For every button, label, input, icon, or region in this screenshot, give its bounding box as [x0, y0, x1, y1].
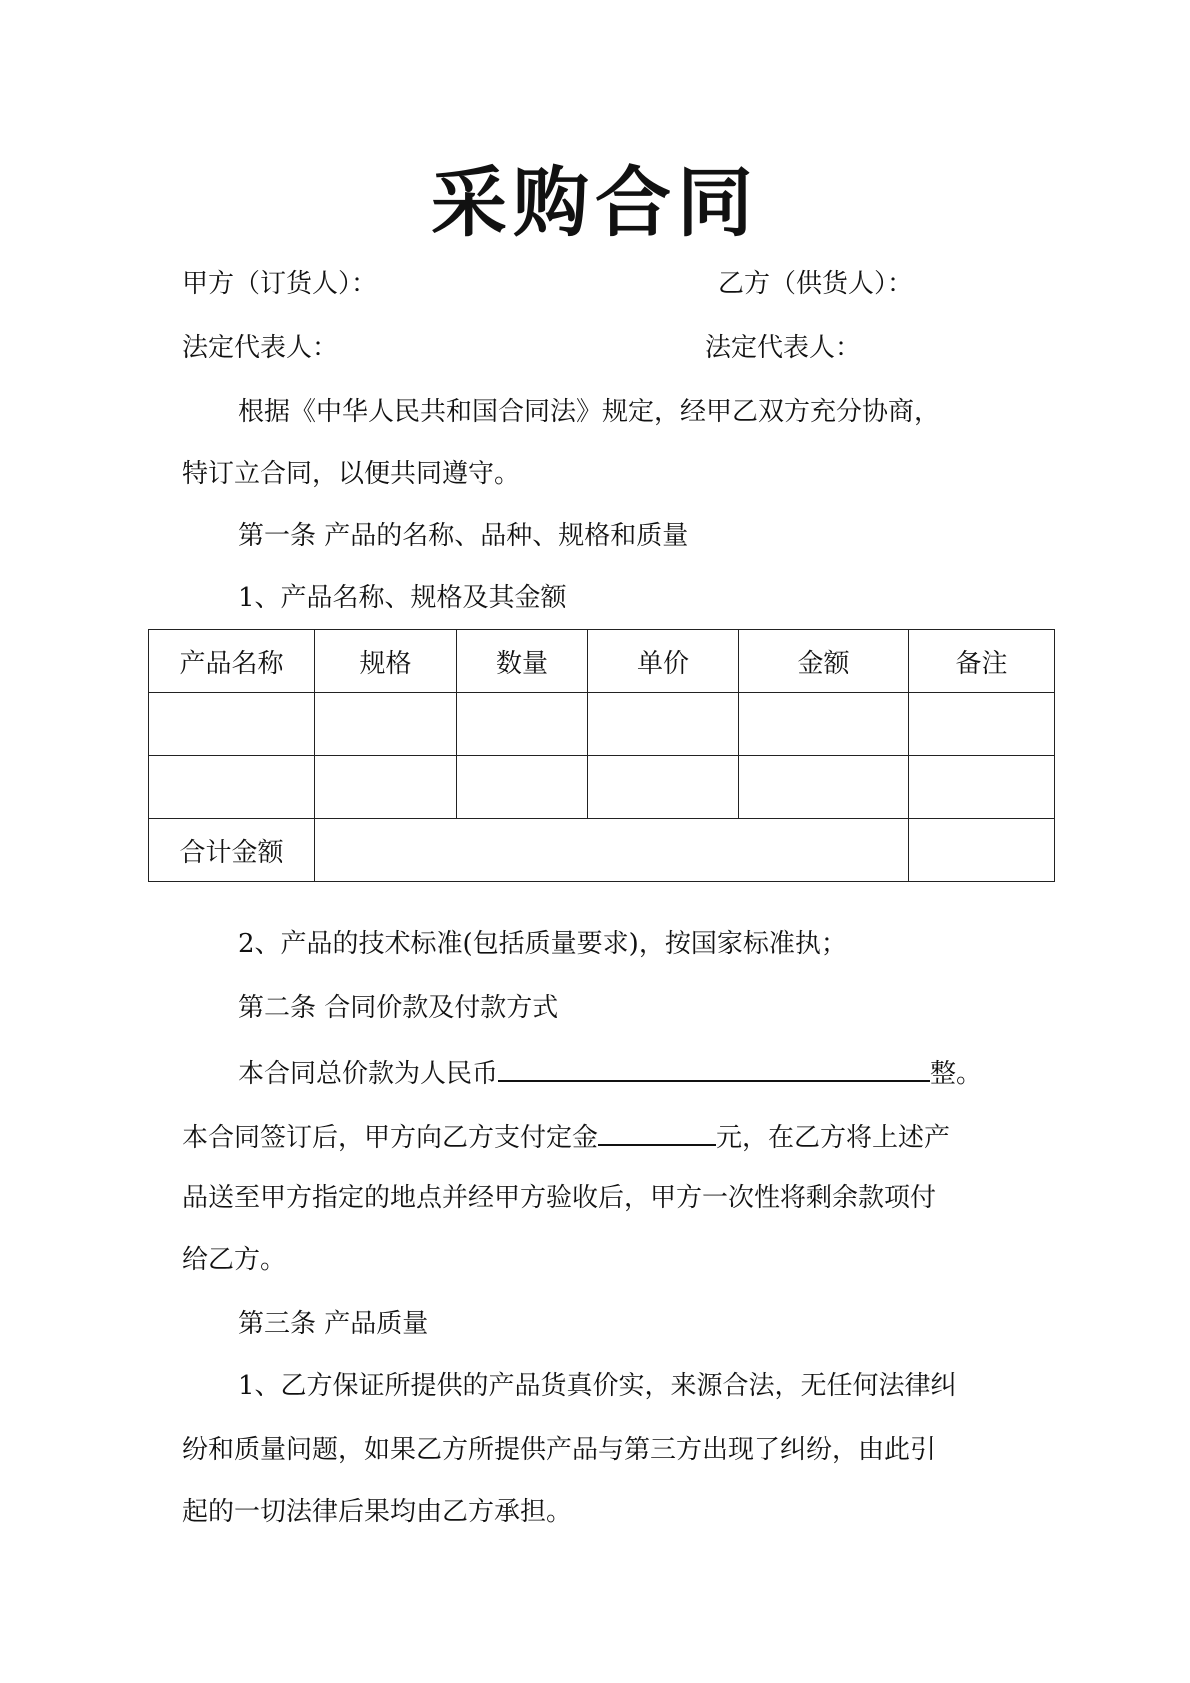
deposit-prefix: 本合同签订后，甲方向乙方支付定金 — [182, 1123, 599, 1153]
product-table — [148, 629, 1055, 882]
deposit-blank[interactable] — [598, 1118, 716, 1146]
article3-item1-line1: 1、乙方保证所提供的产品货真价实，来源合法，无任何法律纠 — [238, 1371, 957, 1401]
table-cell[interactable] — [149, 756, 315, 819]
table-cell[interactable] — [457, 756, 588, 819]
header-product-name: 产品名称 — [149, 630, 315, 693]
party-a-label: 甲方（订货人）： — [182, 269, 378, 299]
table-cell[interactable] — [588, 693, 739, 756]
total-price-line — [238, 1054, 982, 1092]
article1-item1: 1、产品名称、规格及其金额 — [238, 583, 567, 613]
article3-item1-line3: 起的一切法律后果均由乙方承担。 — [182, 1497, 573, 1527]
intro-paragraph-line2: 特订立合同，以便共同遵守。 — [182, 459, 521, 489]
article2-heading: 第二条 合同价款及付款方式 — [238, 993, 559, 1023]
table-cell[interactable] — [739, 756, 909, 819]
payment-line2: 品送至甲方指定的地点并经甲方验收后，甲方一次性将剩余款项付 — [182, 1183, 937, 1213]
article3-item1-line2: 纷和质量问题，如果乙方所提供产品与第三方出现了纠纷，由此引 — [182, 1435, 937, 1465]
deposit-line — [182, 1118, 950, 1156]
table-cell[interactable] — [909, 693, 1055, 756]
total-amount-label: 合计金额 — [149, 819, 315, 882]
article1-heading: 第一条 产品的名称、品种、规格和质量 — [238, 521, 689, 551]
header-quantity: 数量 — [457, 630, 588, 693]
total-price-suffix: 整。 — [930, 1059, 983, 1089]
header-unit-price: 单价 — [588, 630, 739, 693]
party-a-representative-label: 法定代表人： — [182, 333, 339, 363]
table-cell[interactable] — [315, 693, 457, 756]
total-amount-value-cell[interactable] — [315, 819, 909, 882]
table-total-row — [149, 819, 1055, 882]
article1-item2: 2、产品的技术标准(包括质量要求)，按国家标准执； — [238, 929, 847, 959]
deposit-suffix: 元，在乙方将上述产 — [716, 1123, 951, 1153]
table-cell[interactable] — [588, 756, 739, 819]
table-row — [149, 693, 1055, 756]
article3-heading: 第三条 产品质量 — [238, 1309, 429, 1339]
header-amount: 金额 — [739, 630, 909, 693]
party-b-label: 乙方（供货人）： — [718, 269, 914, 299]
table-header-row — [149, 630, 1055, 693]
intro-paragraph-line1: 根据《中华人民共和国合同法》规定，经甲乙双方充分协商， — [238, 397, 941, 427]
total-price-prefix: 本合同总价款为人民币 — [238, 1059, 499, 1089]
total-remarks-cell[interactable] — [909, 819, 1055, 882]
party-b-representative-label: 法定代表人： — [705, 333, 862, 363]
header-spec: 规格 — [315, 630, 457, 693]
table-row — [149, 756, 1055, 819]
payment-line3: 给乙方。 — [182, 1245, 287, 1275]
table-cell[interactable] — [457, 693, 588, 756]
header-remarks: 备注 — [909, 630, 1055, 693]
document-title: 采购合同 — [431, 158, 759, 247]
total-price-blank[interactable] — [498, 1054, 930, 1082]
table-cell[interactable] — [149, 693, 315, 756]
table-cell[interactable] — [909, 756, 1055, 819]
table-cell[interactable] — [739, 693, 909, 756]
table-cell[interactable] — [315, 756, 457, 819]
